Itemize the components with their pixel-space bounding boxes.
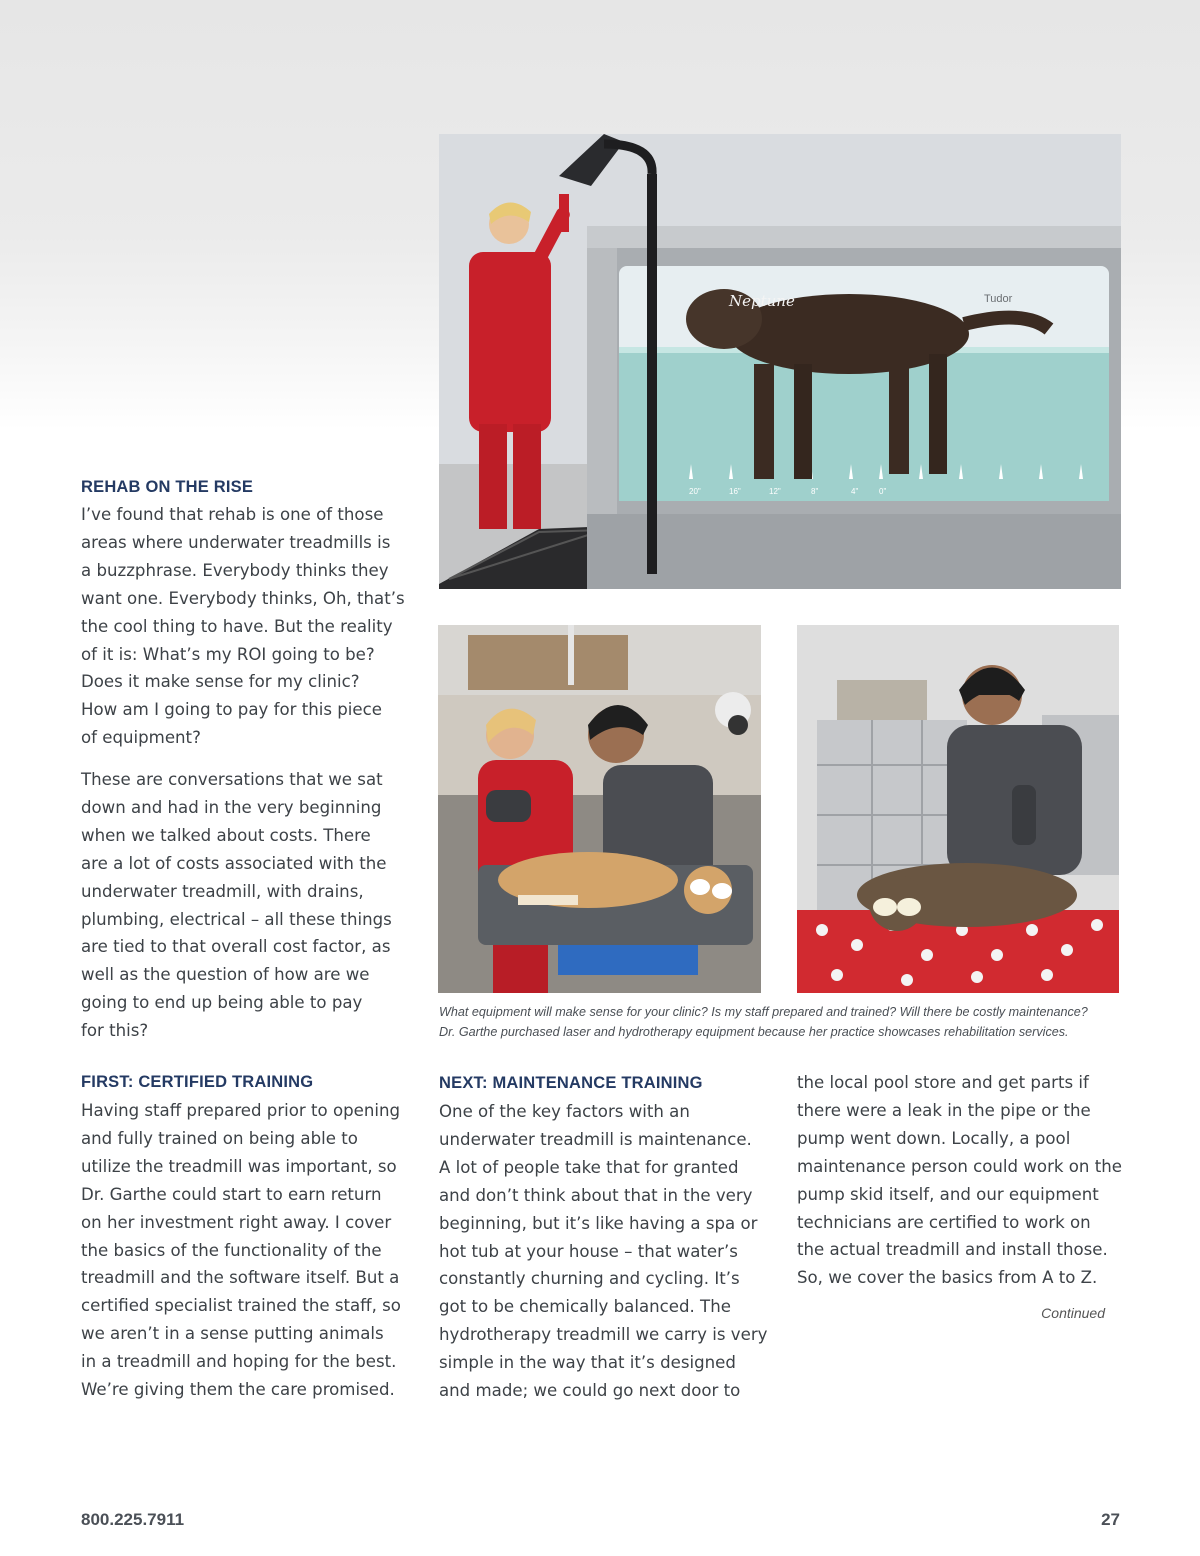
training-paragraph: Having staff prepared prior to opening and fully trained on being able to utilize the treadmill was important, so Dr. Garthe could start to earn return on her investment right away. I cover the basics of the functionality of the treadmill and the software itself. But a certified specialist trained the staff, so we aren’t in a sense putting animals in a treadmill and hoping for the best. We’re giving them the care promised. [81,1101,401,1400]
maintenance-paragraph-2: the local pool store and get parts if there were a leak in the pipe or the pump went down. Locally, a pool maintenance person could work on the pump skid itself, and our equipment technicians are certified to work on the actual treadmill and install those. So, we cover the basics from A to Z. [797,1073,1122,1288]
treadmill-brand-label: Neptune [729,292,795,310]
cat-laser-therapy-photo [797,625,1119,993]
svg-text:8": 8" [811,487,819,496]
section-heading-certified-training: FIRST: CERTIFIED TRAINING [81,1073,314,1091]
svg-text:16": 16" [729,487,741,496]
continued-label: Continued [1041,1305,1105,1321]
rehab-paragraph-2: These are conversations that we sat down and had in the very beginning when we talked about costs. There are a lot of costs associated with the underwater treadmill, with drains, plumbing, electrical – all these things are tied to that overall cost factor, as well as the question of how are we going to end up being able to pay for this? [81,770,392,1041]
page-number: 27 [1101,1510,1120,1529]
maintenance-paragraph-1: One of the key factors with an underwater treadmill is maintenance. A lot of people take that for granted and don’t think about that in the very beginning, but it’s like having a spa or hot tub at your house – that water’s constantly churning and cycling. It’s got to be chemically balanced. The hydrotherapy treadmill we carry is very simple in the way that it’s designed and made; we could go next door to [439,1102,768,1401]
svg-text:4": 4" [851,487,859,496]
underwater-treadmill-photo [439,134,1121,589]
footer-phone-number: 800.225.7911 [81,1510,185,1529]
section-heading-maintenance-training: NEXT: MAINTENANCE TRAINING [439,1074,703,1092]
tank-brand-label: Tudor [984,293,1013,305]
section-heading-rehab: REHAB ON THE RISE [81,478,254,496]
svg-text:20": 20" [689,487,701,496]
svg-text:12": 12" [769,487,781,496]
rehab-paragraph-1: I’ve found that rehab is one of those areas where underwater treadmills is a buzzphrase. Everybody thinks they want one. Everybody thinks, Oh, that’s the cool thing to have. But the reality of it is: What’s my ROI going to be? Does it make sense for my clinic? How am I going to pay for this piece of equipment? [81,505,405,748]
svg-text:0": 0" [879,487,887,496]
dog-laser-therapy-photo [438,625,761,993]
photo-caption: What equipment will make sense for your clinic? Is my staff prepared and trained? Will there be costly maintenance? Dr. Garthe purchased laser and hydrotherapy equipment because her practice showcases rehabilitation services. [439,1005,1088,1039]
